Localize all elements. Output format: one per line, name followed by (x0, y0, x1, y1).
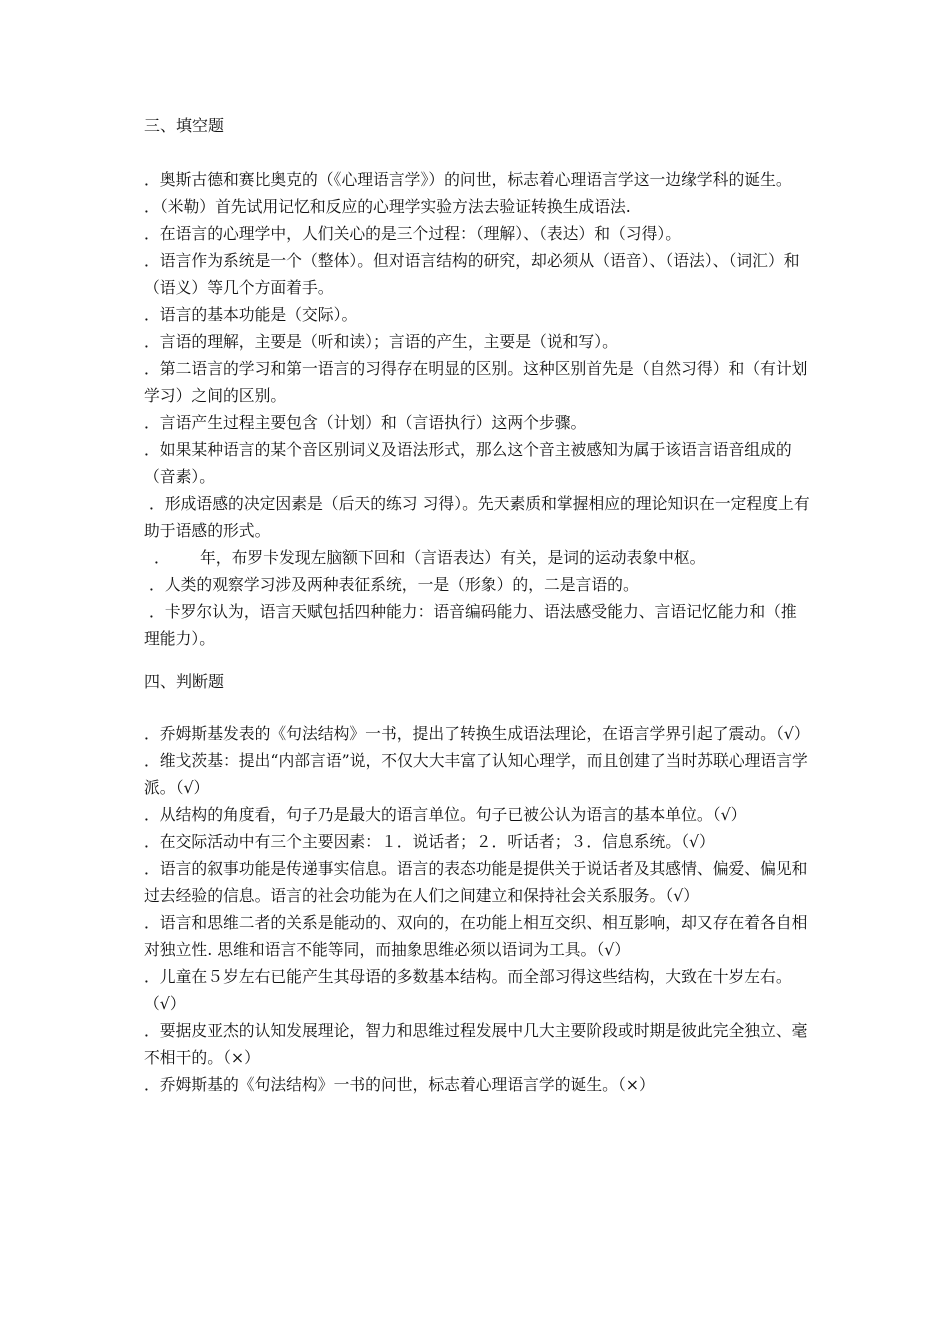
list-item: ．语言作为系统是一个（整体）。但对语言结构的研究，却必须从（语音）、（语法）、（词汇）和（语义）等几个方面着手。 (144, 251, 800, 297)
list-item: ．形成语感的决定因素是（后天的练习 习得）。先天素质和掌握相应的理论知识在一定程度上有助于语感的形式。 (144, 494, 810, 540)
list-item: ．在交际活动中有三个主要因素：１．说话者；２．听话者；３．信息系统。（√） (144, 832, 715, 851)
list-item: ．第二语言的学习和第一语言的习得存在明显的区别。这种区别首先是（自然习得）和（有计划学习）之间的区别。 (144, 359, 808, 405)
section-title-fill-in-blank: 三、填空题 (144, 116, 225, 135)
section-title-true-false: 四、判断题 (144, 672, 225, 691)
list-item: ．语言和思维二者的关系是能动的、双向的，在功能上相互交织、相互影响，却又存在着各自相对独立性. 思维和语言不能等同，而抽象思维必须以语词为工具。（√） (144, 913, 808, 959)
list-item: ．卡罗尔认为，语言天赋包括四种能力：语音编码能力、语法感受能力、言语记忆能力和（推理能力）。 (144, 602, 797, 648)
list-item: ．维戈茨基：提出“内部言语”说，不仅大大丰富了认知心理学，而且创建了当时苏联心理语言学派。（√） (144, 751, 808, 797)
list-item: ．语言的基本功能是（交际）。 (144, 305, 358, 324)
list-item: ．在语言的心理学中，人们关心的是三个过程：（理解）、（表达）和（习得）。 (144, 224, 682, 243)
fill-in-blank-list (144, 166, 810, 652)
list-item: ．语言的叙事功能是传递事实信息。语言的表态功能是提供关于说话者及其感情、偏爱、偏见和过去经验的信息。语言的社会功能为在人们之间建立和保持社会关系服务。（√） (144, 859, 808, 905)
true-false-list (144, 720, 810, 1098)
list-item: ．奥斯古德和赛比奥克的（《心理语言学》）的问世，标志着心理语言学这一边缘学科的诞生。 (144, 170, 792, 189)
list-item: ．人类的观察学习涉及两种表征系统，一是（形象）的，二是言语的。 (144, 575, 639, 594)
list-item: ．言语产生过程主要包含（计划）和（言语执行）这两个步骤。 (144, 413, 587, 432)
list-item: ．（米勒）首先试用记忆和反应的心理学实验方法去验证转换生成语法. (144, 197, 631, 216)
list-item: ．从结构的角度看，句子乃是最大的语言单位。句子已被公认为语言的基本单位。（√） (144, 805, 747, 824)
list-item: ．言语的理解，主要是（听和读）；言语的产生，主要是（说和写）。 (144, 332, 618, 351)
list-item: ．乔姆斯基发表的《句法结构》一书，提出了转换生成语法理论，在语言学界引起了震动。（√） (144, 724, 810, 743)
list-item: ．儿童在５岁左右已能产生其母语的多数基本结构。而全部习得这些结构，大致在十岁左右。（√） (144, 967, 792, 1013)
list-item: ．要据皮亚杰的认知发展理论，智力和思维过程发展中几大主要阶段或时期是彼此完全独立、毫不相干的。（×） (144, 1021, 808, 1067)
list-item: ．乔姆斯基的《句法结构》一书的问世，标志着心理语言学的诞生。（×） (144, 1075, 655, 1094)
list-item: ．如果某种语言的某个音区别词义及语法形式，那么这个音主被感知为属于该语言语音组成的（音素）。 (144, 440, 792, 486)
list-item: ． 年，布罗卡发现左脑额下回和（言语表达）有关，是词的运动表象中枢。 (144, 548, 706, 567)
document-content (144, 112, 810, 1098)
